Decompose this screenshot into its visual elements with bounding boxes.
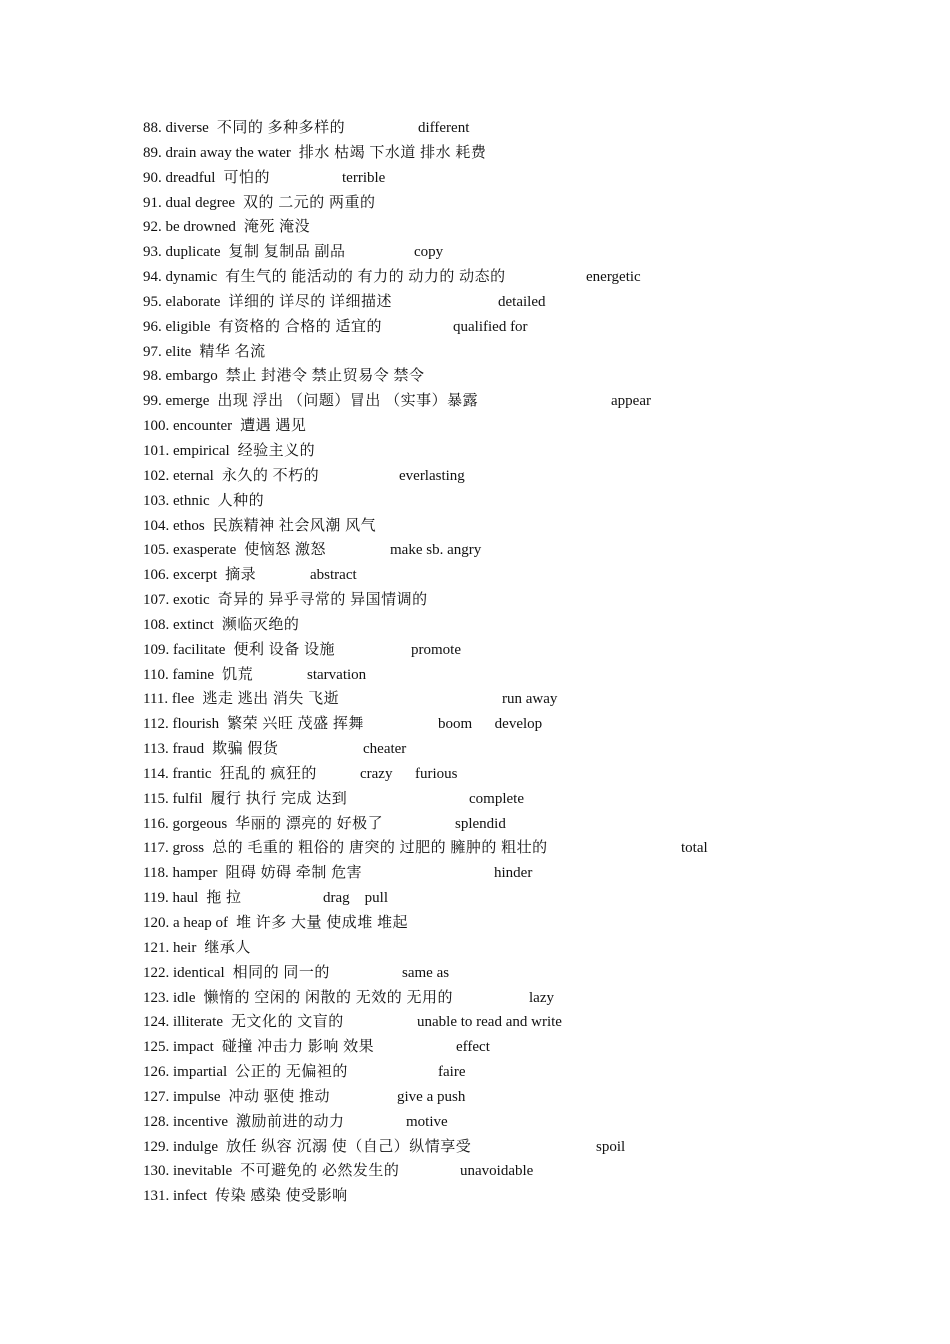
vocab-chinese-meaning: 双的 二元的 两重的 xyxy=(243,194,376,211)
vocab-synonym: unable to read and write xyxy=(417,1014,562,1031)
vocab-word: 111. flee xyxy=(143,691,195,708)
vocab-entry xyxy=(143,588,903,613)
vocab-entry xyxy=(143,191,903,216)
vocab-synonym: detailed xyxy=(498,293,546,310)
vocab-chinese-meaning: 经验主义的 xyxy=(237,442,316,459)
vocab-chinese-meaning: 放任 纵容 沉溺 使（自己）纵情享受 xyxy=(226,1138,472,1155)
vocab-word: 105. exasperate xyxy=(143,542,237,559)
vocab-chinese-meaning: 阻碍 妨碍 牵制 危害 xyxy=(225,865,363,882)
vocab-word: 108. extinct xyxy=(143,616,214,633)
vocab-entry xyxy=(143,215,903,240)
vocab-synonym: total xyxy=(681,840,708,857)
vocab-word: 93. duplicate xyxy=(143,244,221,261)
vocab-chinese-meaning: 淹死 淹没 xyxy=(243,219,311,236)
vocab-chinese-meaning: 使恼怒 激怒 xyxy=(244,542,327,559)
vocab-chinese-meaning: 激励前进的动力 xyxy=(235,1113,345,1130)
vocab-word: 125. impact xyxy=(143,1039,214,1056)
vocab-synonym: promote xyxy=(411,641,461,658)
vocab-chinese-meaning: 有资格的 合格的 适宜的 xyxy=(218,318,383,335)
vocab-synonym: qualified for xyxy=(453,318,528,335)
vocab-entry xyxy=(143,1184,903,1209)
vocab-word: 103. ethnic xyxy=(143,492,210,509)
vocab-chinese-meaning: 禁止 封港令 禁止贸易令 禁令 xyxy=(225,368,425,385)
vocab-chinese-meaning: 奇异的 异乎寻常的 异国情调的 xyxy=(217,592,428,609)
vocab-chinese-meaning: 遭遇 遇见 xyxy=(240,418,307,435)
vocab-entry xyxy=(143,1110,903,1135)
vocab-chinese-meaning: 华丽的 漂亮的 好极了 xyxy=(235,815,384,832)
vocab-entry xyxy=(143,737,903,762)
vocab-chinese-meaning: 狂乱的 疯狂的 xyxy=(219,765,317,782)
vocab-word: 109. facilitate xyxy=(143,641,226,658)
vocab-synonym: lazy xyxy=(529,989,554,1006)
vocab-synonym: different xyxy=(418,120,470,136)
vocab-word: 126. impartial xyxy=(143,1064,228,1081)
vocab-entry xyxy=(143,911,903,936)
vocab-word: 119. haul xyxy=(143,890,199,907)
vocab-entry xyxy=(143,1035,903,1060)
vocab-entry xyxy=(143,340,903,365)
vocab-synonym: run away xyxy=(502,691,558,708)
vocab-synonym: starvation xyxy=(307,666,367,683)
vocab-word: 128. incentive xyxy=(143,1113,228,1130)
vocab-chinese-meaning: 履行 执行 完成 达到 xyxy=(210,790,348,807)
vocab-entry xyxy=(143,389,903,414)
vocab-word: 100. encounter xyxy=(143,418,233,435)
vocab-word: 104. ethos xyxy=(143,517,205,534)
vocab-entry xyxy=(143,1085,903,1110)
vocab-entry xyxy=(143,166,903,191)
vocab-chinese-meaning: 无文化的 文盲的 xyxy=(230,1014,344,1031)
vocab-word: 130. inevitable xyxy=(143,1163,233,1180)
vocab-synonym: cheater xyxy=(363,741,407,758)
vocab-word: 92. be drowned xyxy=(143,219,236,236)
vocab-word: 117. gross xyxy=(143,840,205,857)
vocab-chinese-meaning: 碰撞 冲击力 影响 效果 xyxy=(221,1039,375,1056)
vocab-chinese-meaning: 出现 浮出 （问题）冒出 （实事）暴露 xyxy=(217,393,479,410)
vocab-entry xyxy=(143,687,903,712)
vocab-entry xyxy=(143,315,903,340)
vocab-word: 131. infect xyxy=(143,1188,208,1205)
vocab-word: 89. drain away the water xyxy=(143,144,291,161)
vocab-entry xyxy=(143,464,903,489)
vocab-entry xyxy=(143,836,903,861)
vocab-entry xyxy=(143,961,903,986)
vocab-entry xyxy=(143,141,903,166)
vocab-chinese-meaning: 不可避免的 必然发生的 xyxy=(240,1163,400,1180)
vocab-word: 120. a heap of xyxy=(143,915,228,931)
vocab-entry xyxy=(143,663,903,688)
vocab-entry xyxy=(143,762,903,787)
vocab-entry xyxy=(143,439,903,464)
vocab-chinese-meaning: 继承人 xyxy=(204,939,251,956)
vocab-entry xyxy=(143,1060,903,1085)
vocab-chinese-meaning: 繁荣 兴旺 茂盛 挥舞 xyxy=(227,716,364,733)
vocab-word: 98. embargo xyxy=(143,368,218,385)
vocab-word: 106. excerpt xyxy=(143,567,218,584)
vocab-word: 91. dual degree xyxy=(143,194,236,211)
vocab-chinese-meaning: 复制 复制品 副品 xyxy=(228,244,346,261)
vocab-entry xyxy=(143,290,903,315)
vocab-chinese-meaning: 摘录 xyxy=(225,567,257,584)
vocab-entry xyxy=(143,489,903,514)
vocab-chinese-meaning: 民族精神 社会风潮 风气 xyxy=(212,517,377,534)
vocab-chinese-meaning: 精华 名流 xyxy=(199,343,266,360)
vocab-synonym: hinder xyxy=(494,865,533,882)
vocab-chinese-meaning: 人种的 xyxy=(217,492,265,509)
vocab-synonym: energetic xyxy=(586,269,641,286)
vocab-chinese-meaning: 排水 枯竭 下水道 排水 耗费 xyxy=(298,144,487,161)
vocab-word: 112. flourish xyxy=(143,716,220,733)
vocab-entry xyxy=(143,265,903,290)
vocab-entry xyxy=(143,936,903,961)
vocab-entry xyxy=(143,563,903,588)
vocab-word: 129. indulge xyxy=(143,1138,218,1155)
vocab-synonym: appear xyxy=(611,393,651,410)
vocab-chinese-meaning: 可怕的 xyxy=(223,169,270,186)
vocab-entry xyxy=(143,812,903,837)
vocabulary-list xyxy=(143,116,903,1209)
vocab-synonym: complete xyxy=(469,790,524,807)
vocab-word: 115. fulfil xyxy=(143,790,203,807)
vocab-entry xyxy=(143,116,903,141)
vocab-chinese-meaning: 欺骗 假货 xyxy=(212,741,279,758)
vocab-chinese-meaning: 堆 许多 大量 使成堆 堆起 xyxy=(235,915,408,931)
vocab-chinese-meaning: 永久的 不朽的 xyxy=(221,467,320,484)
vocab-entry xyxy=(143,1135,903,1160)
vocab-synonym: spoil xyxy=(596,1138,626,1155)
vocab-entry xyxy=(143,787,903,812)
vocab-entry xyxy=(143,1010,903,1035)
vocab-chinese-meaning: 不同的 多种多样的 xyxy=(216,120,346,136)
vocab-synonym: faire xyxy=(438,1064,466,1081)
vocab-word: 116. gorgeous xyxy=(143,815,228,832)
vocab-synonym: terrible xyxy=(342,169,386,186)
vocab-chinese-meaning: 传染 感染 使受影响 xyxy=(215,1188,348,1205)
vocab-chinese-meaning: 懒惰的 空闲的 闲散的 无效的 无用的 xyxy=(203,989,454,1006)
vocab-entry xyxy=(143,638,903,663)
vocab-entry xyxy=(143,514,903,539)
vocab-synonym: copy xyxy=(414,244,444,261)
vocab-word: 96. eligible xyxy=(143,318,211,335)
vocab-word: 123. idle xyxy=(143,989,196,1006)
vocab-word: 97. elite xyxy=(143,343,192,360)
vocab-synonym: motive xyxy=(406,1113,448,1130)
vocab-word: 110. famine xyxy=(143,666,215,683)
vocab-entry xyxy=(143,886,903,911)
vocab-word: 90. dreadful xyxy=(143,169,216,186)
vocab-chinese-meaning: 冲动 驱使 推动 xyxy=(228,1088,331,1105)
vocab-word: 99. emerge xyxy=(143,393,210,410)
vocab-entry xyxy=(143,364,903,389)
vocab-word: 88. diverse xyxy=(143,120,209,136)
vocab-entry xyxy=(143,986,903,1011)
vocab-synonym: give a push xyxy=(397,1088,466,1105)
vocab-synonym: abstract xyxy=(310,567,357,584)
vocab-entry xyxy=(143,240,903,265)
vocab-chinese-meaning: 拖 拉 xyxy=(206,890,242,907)
vocab-chinese-meaning: 濒临灭绝的 xyxy=(221,616,300,633)
vocab-synonym: drag pull xyxy=(323,890,388,907)
vocab-word: 118. hamper xyxy=(143,865,218,882)
vocab-word: 124. illiterate xyxy=(143,1014,223,1031)
vocab-synonym: unavoidable xyxy=(460,1163,534,1180)
vocab-chinese-meaning: 有生气的 能活动的 有力的 动力的 动态的 xyxy=(225,269,506,286)
vocab-synonym: effect xyxy=(456,1039,490,1056)
vocab-word: 114. frantic xyxy=(143,765,212,782)
vocab-word: 113. fraud xyxy=(143,741,205,758)
vocab-word: 127. impulse xyxy=(143,1088,221,1105)
vocab-entry xyxy=(143,861,903,886)
vocab-chinese-meaning: 公正的 无偏袒的 xyxy=(235,1064,348,1081)
vocab-chinese-meaning: 相同的 同一的 xyxy=(232,964,330,981)
vocab-entry xyxy=(143,1159,903,1184)
vocab-synonym: same as xyxy=(402,964,450,981)
vocab-word: 94. dynamic xyxy=(143,269,218,286)
vocab-word: 95. elaborate xyxy=(143,293,221,310)
vocab-word: 102. eternal xyxy=(143,467,214,484)
vocab-synonym: crazy furious xyxy=(360,765,458,782)
vocab-chinese-meaning: 逃走 逃出 消失 飞逝 xyxy=(202,691,340,708)
vocab-entry xyxy=(143,712,903,737)
vocab-entry xyxy=(143,414,903,439)
vocab-word: 122. identical xyxy=(143,964,225,981)
vocab-synonym: boom develop xyxy=(438,716,543,733)
vocab-entry xyxy=(143,613,903,638)
vocab-synonym: make sb. angry xyxy=(390,542,482,559)
vocab-entry xyxy=(143,538,903,563)
vocab-synonym: splendid xyxy=(455,815,506,832)
vocab-chinese-meaning: 便利 设备 设施 xyxy=(233,641,335,658)
vocab-word: 107. exotic xyxy=(143,592,210,609)
vocab-chinese-meaning: 总的 毛重的 粗俗的 唐突的 过肥的 臃肿的 粗壮的 xyxy=(212,840,548,857)
vocab-word: 121. heir xyxy=(143,939,197,956)
vocab-word: 101. empirical xyxy=(143,442,230,459)
vocab-chinese-meaning: 详细的 详尽的 详细描述 xyxy=(228,293,392,310)
vocab-synonym: everlasting xyxy=(399,467,465,484)
vocab-chinese-meaning: 饥荒 xyxy=(222,666,254,683)
